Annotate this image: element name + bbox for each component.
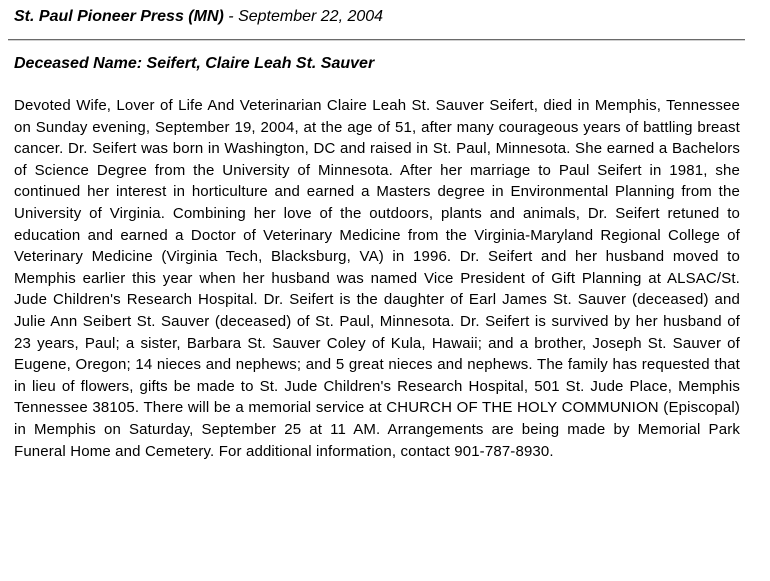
header-divider xyxy=(8,39,745,41)
deceased-name-heading: Deceased Name: Seifert, Claire Leah St. Sauver xyxy=(14,55,375,72)
obituary-body: Devoted Wife, Lover of Life And Veterinarian Claire Leah St. Sauver Seifert, died in Memphis, Tennessee on Sunday evening, September 19, 2004, at the age of 51, after many courageous years of battling breast cancer. Dr. Seifert was born in Washington, DC and raised in St. Paul, Minnesota. She earned a Bachelors of Science Degree from the University of Minnesota. After her marriage to Paul Seifert in 1981, she continued her interest in horticulture and earned a Masters degree in Environmental Planning from the University of Virginia. Combining her love of the outdoors, plants and animals, Dr. Seifert retuned to education and earned a Doctor of Veterinary Medicine from the Virginia-Maryland Regional College of Veterinary Medicine (Virginia Tech, Blacksburg, VA) in 1996. Dr. Seifert and her husband moved to Memphis earlier this year when her husband was named Vice President of Gift Planning at ALSAC/St. Jude Children's Research Hospital. Dr. Seifert is the daughter of Earl James St. Sauver (deceased) and Julie Ann Seibert St. Sauver (deceased) of St. Paul, Minnesota. Dr. Seifert is survived by her husband of 23 years, Paul; a sister, Barbara St. Sauver Coley of Kula, Hawaii; and a brother, Joseph St. Sauver of Eugene, Oregon; 14 nieces and nephews; and 5 great nieces and nephews. The family has requested that in lieu of flowers, gifts be made to St. Jude Children's Research Hospital, 501 St. Jude Place, Memphis Tennessee 38105. There will be a memorial service at CHURCH OF THE HOLY COMMUNION (Episcopal) in Memphis on Saturday, September 25 at 11 AM. Arrangements are being made by Memorial Park Funeral Home and Cemetery. For additional information, contact 901-787-8930. xyxy=(14,97,740,460)
publication-date: September 22, 2004 xyxy=(238,8,384,25)
publication-name: St. Paul Pioneer Press (MN) xyxy=(14,8,224,25)
page-header xyxy=(14,8,383,26)
header-separator: - xyxy=(223,8,239,25)
